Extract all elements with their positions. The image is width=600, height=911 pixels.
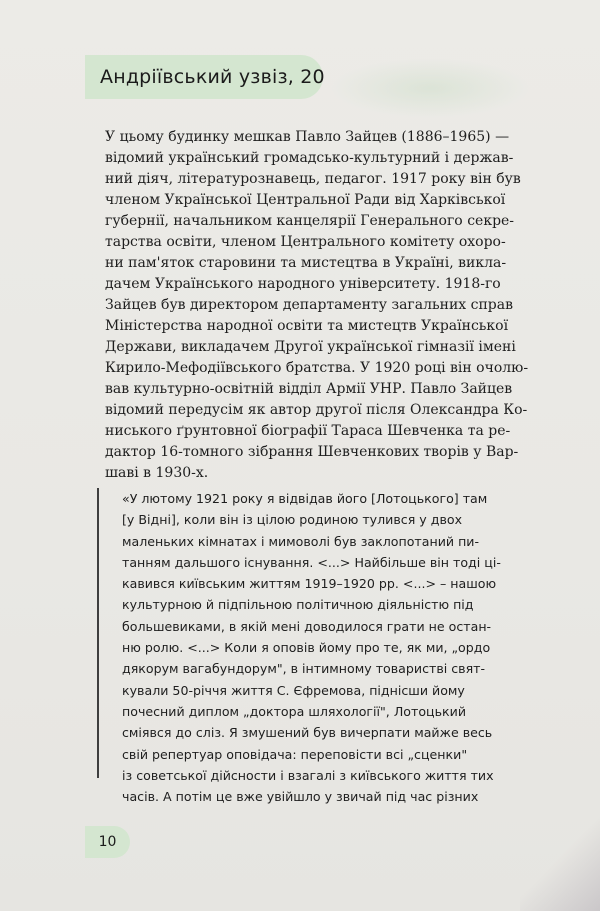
quote-line: ню ролю. <...> Коли я оповів йому про те, як ми, „ордо [122, 640, 491, 656]
body-line: відомий український громадсько-культурний і держав- [105, 150, 514, 166]
body-line: дачем Українського народного університету. 1918-го [105, 276, 501, 292]
quote-line: сміявся до сліз. Я змушений був вичерпати майже весь [122, 725, 493, 741]
quote-line: почесний диплом „доктора шляхології", Лотоцький [122, 703, 467, 719]
body-paragraph [105, 127, 529, 484]
body-line: шаві в 1930-х. [105, 465, 209, 481]
page-number: 10 [98, 834, 117, 850]
quote-bar [97, 488, 99, 778]
ink-bleed-shadow [330, 58, 530, 118]
quote-line: маленьких кімнатах і мимоволі був заклопотаний пи- [122, 533, 480, 549]
body-line: Кирило-Мефодіївського братства. У 1920 році він очолю- [105, 360, 529, 376]
body-line: відомий передусім як автор другої після Олександра Ко- [105, 402, 528, 418]
body-line: членом Української Центральної Ради від Харківської [105, 192, 506, 208]
section-heading: Андріївський узвіз, 20 [100, 66, 325, 88]
body-line: Міністерства народної освіти та мистецтв Української [105, 318, 509, 334]
quote-line: танням дальшого існування. <...> Найбільше він тоді ці- [122, 554, 501, 570]
block-quote [122, 488, 517, 807]
body-line: губернії, начальником канцелярії Генерального секре- [105, 213, 515, 229]
body-line: вав культурно-освітній відділ Армії УНР. Павло Зайцев [105, 381, 513, 397]
corner-shadow [520, 780, 600, 911]
quote-line: кували 50-річчя життя С. Єфремова, піднісши йому [122, 682, 465, 698]
quote-line: культурною й підпільною політичною діяльністю під [122, 597, 474, 613]
body-line: Держави, викладачем Другої української гімназії імені [105, 339, 516, 355]
body-line: ниського ґрунтовної біографії Тараса Шевченка та ре- [105, 423, 511, 439]
quote-line: кавився київським життям 1919–1920 рр. <...> – нашою [122, 576, 497, 592]
quote-line: большевиками, в якій мені доводилося грати не остан- [122, 618, 492, 634]
body-line: Зайцев був директором департаменту загальних справ [105, 297, 513, 313]
body-line: дактор 16-томного зібрання Шевченкових творів у Вар- [105, 444, 519, 460]
quote-line: часів. А потім це вже увійшло у звичай під час різних [122, 789, 479, 805]
body-line: ний діяч, літературознавець, педагог. 1917 року він був [105, 171, 521, 187]
section-heading-box [85, 55, 323, 99]
body-line: тарства освіти, членом Центрального комітету охоро- [105, 234, 506, 250]
body-line: ни пам'яток старовини та мистецтва в Україні, викла- [105, 255, 507, 271]
quote-line: [у Відні], коли він із цілою родиною тулився у двох [122, 512, 463, 528]
page-number-box [85, 826, 130, 858]
quote-line: «У лютому 1921 року я відвідав його [Лотоцького] там [122, 491, 488, 506]
body-line: У цьому будинку мешкав Павло Зайцев (1886–1965) — [105, 129, 510, 145]
quote-line: дякорум вагабундорум", в інтимному товаристві свят- [122, 661, 486, 677]
quote-line: із советської дійсности і взагалі з київського життя тих [122, 767, 494, 783]
quote-line: свій репертуар оповідача: переповісти всі „сценки" [122, 746, 468, 762]
